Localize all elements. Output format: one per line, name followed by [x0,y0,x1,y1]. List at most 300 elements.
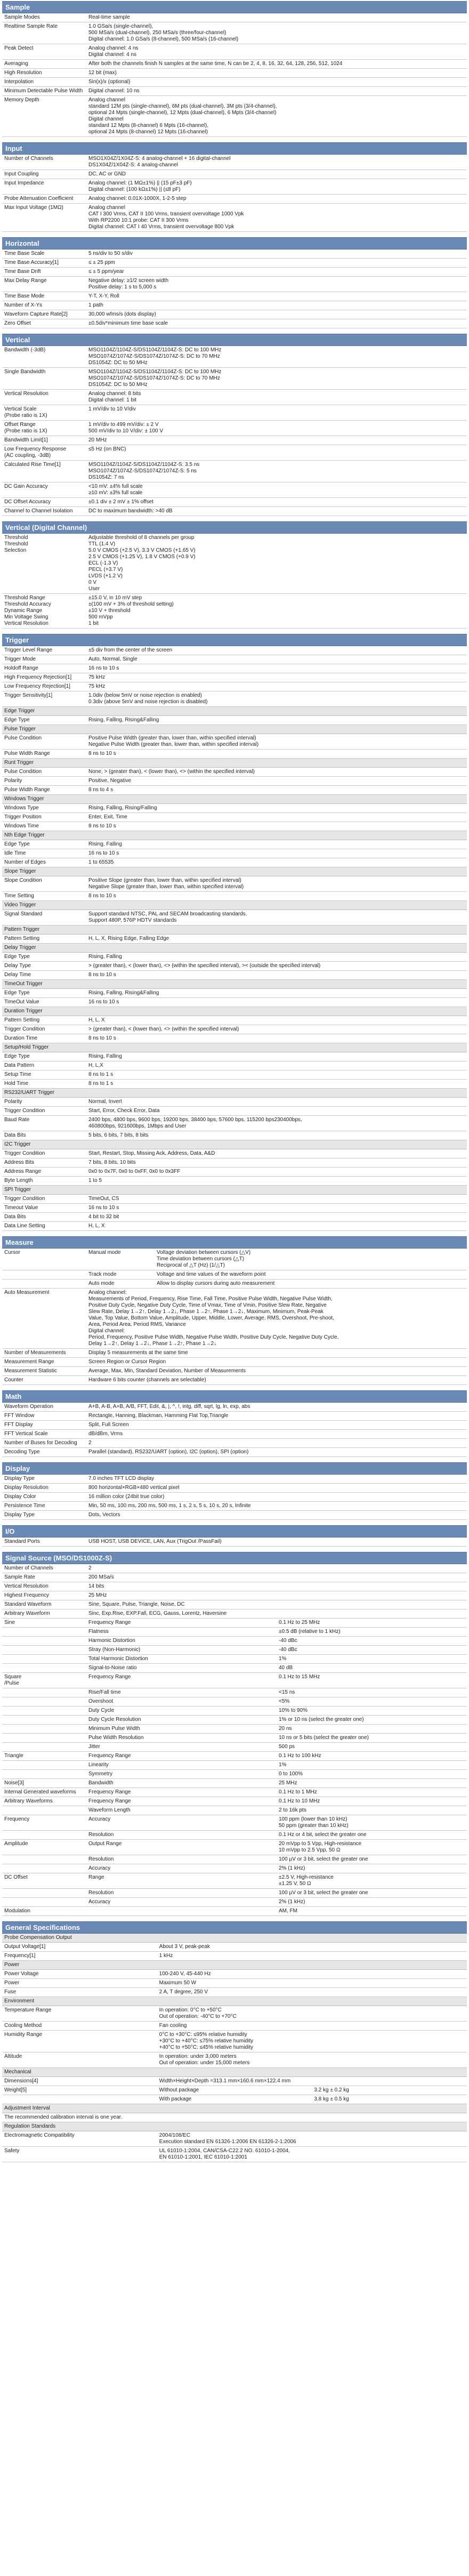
spec-label: Trigger Condition [2,1149,86,1158]
spec-value: 1.0 GSa/s (single-channel), 500 MSa/s (dual-channel), 250 MSa/s (three/four-channel) Digital channel: 1.0 GSa/s (8-channel), 500 MSa/s (16-channel) [86,22,467,44]
spec-label: Signal Standard [2,910,86,925]
spec-value: Rectangle, Hanning, Blackman, Hamming Flat Top,Triangle [86,1412,467,1421]
spec-row [2,1502,467,1511]
spec-value: Display 5 measurements at the same time [86,1349,467,1358]
spec-row [2,292,467,301]
spec-value: 0x0 to 0x7F, 0x0 to 0xFF, 0x0 to 0x3FF [86,1168,467,1177]
spec-row [2,2113,467,2122]
spec-value: ±15.0 V, in 10 mV step ±(100 mV + 3% of threshold setting) ±10 V + threshold 500 mVpp 1 bit [86,594,467,629]
spec-value: -40 dBc [277,1646,467,1655]
spec-label: Number of Buses for Decoding [2,1439,86,1448]
spec-row [2,310,467,319]
spec-value: 7.0 inches TFT LCD display [86,1475,467,1484]
spec-row [2,1840,467,1855]
spec-label: TimeOut Value [2,998,86,1007]
spec-sublabel: Waveform Length [86,1806,277,1815]
section-header-measure: Measure [2,1236,467,1249]
spec-value: Analog channel: 4 ns Digital channel: 4 ns [86,44,467,60]
spec-subheader-label: RS232/UART Trigger [2,1089,467,1098]
spec-row [2,822,467,831]
spec-row [2,1582,467,1591]
spec-table-math [2,1403,467,1457]
spec-label: Edge Type [2,840,86,849]
spec-value: 1 to 65535 [86,858,467,867]
spec-sublabel: Resolution [86,1889,277,1898]
spec-value: After both the channels finish N samples at the same time, N can be 2, 4, 8, 16, 32, 64, 128, 256, 512, 1024 [86,60,467,69]
spec-label: Display Type [2,1511,86,1520]
spec-label: Frequency [2,1815,86,1831]
section-header-trigger: Trigger [2,634,467,646]
spec-row [2,1688,467,1697]
spec-value: 2 to 16k pts [277,1806,467,1815]
spec-row [2,2022,467,2031]
spec-label: Trigger Condition [2,1107,86,1116]
spec-row [2,22,467,44]
spec-value: Sine, Square, Pulse, Triangle, Noise, DC [86,1600,467,1609]
spec-row [2,876,467,892]
spec-label: Polarity [2,777,86,786]
spec-subheader [2,925,467,935]
spec-label: Electromagnetic Compatibility [2,2131,157,2147]
spec-value: 8 ns to 10 s [86,971,467,980]
spec-value: 1 mV/div to 499 mV/div: ± 2 V 500 mV/div to 10 V/div: ± 100 V [86,421,467,436]
spec-label: Trigger Mode [2,655,86,664]
spec-label: Polarity [2,1098,86,1107]
spec-row [2,1168,467,1177]
spec-row [2,368,467,390]
spec-row [2,2006,467,2022]
spec-sublabel: Resolution [86,1831,277,1840]
spec-value: 1% [277,1655,467,1664]
spec-label [2,1725,86,1734]
spec-subheader [2,1007,467,1016]
spec-label [2,1855,86,1864]
spec-label: Minimum Detectable Pulse Width [2,87,86,96]
spec-label: Edge Type [2,953,86,962]
spec-sublabel: Pulse Width Resolution [86,1734,277,1743]
spec-value: UL 61010-1:2004, CAN/CSA-C22.2 NO. 61010-1-2004, EN 61010-1:2001, IEC 61010-1:2001 [157,2147,467,2162]
spec-value: MSO1X04Z/1X04Z-S: 4 analog-channel + 16 digital-channel DS1X04Z/1X04Z-S: 4 analog-channel [86,155,467,170]
spec-row [2,1907,467,1916]
spec-value: Digital channel: 10 ns [86,87,467,96]
spec-row [2,1025,467,1034]
spec-row [2,96,467,137]
spec-value: Start, Restart, Stop, Missing Ack, Address, Data, A&D [86,1149,467,1158]
spec-row [2,989,467,998]
spec-row [2,390,467,405]
spec-subheader [2,2104,467,2113]
spec-row [2,1052,467,1061]
spec-row [2,1537,467,1547]
spec-sublabel: Without package [157,2086,312,2095]
spec-label [2,1270,86,1279]
spec-row [2,507,467,516]
spec-value: 12 bit (max) [86,69,467,78]
spec-value: Support standard NTSC, PAL and SECAM broadcasting standards. Support 480P, 576P HDTV standards [86,910,467,925]
spec-label: Counter [2,1376,86,1385]
spec-row [2,1358,467,1367]
spec-subheader-label: Windows Trigger [2,795,467,804]
spec-value: Average, Max, Min, Standard Deviation, Number of Measurements [86,1367,467,1376]
spec-sublabel: Stray (Non-Harmonic) [86,1646,277,1655]
spec-value: None, > (greater than), < (lower than), <> (within the specified interval) [86,768,467,777]
spec-sublabel: Frequency Range [86,1797,277,1806]
spec-value: <10 mV: ±4% full scale ≥10 mV: ±3% full scale [86,482,467,498]
spec-subheader-label: TimeOut Trigger [2,980,467,989]
spec-sublabel: Total Harmonic Distortion [86,1655,277,1664]
spec-subheader-label: Delay Trigger [2,944,467,953]
spec-value: 5 bits, 6 bits, 7 bits, 8 bits [86,1131,467,1140]
spec-row [2,1655,467,1664]
spec-value: 14 bits [86,1582,467,1591]
spec-label: Sine [2,1619,86,1628]
spec-subheader-label: Video Trigger [2,901,467,910]
spec-label: Modulation [2,1907,86,1916]
spec-value: Analog channel: Measurements of Period, Frequency, Rise Time, Fall Time, Positive Pulse Width, Negative Pulse Width, Positive Duty Cycle, Negative Duty Cycle, Time of Vmax, Time of Vmin, Positive Slew Rate, Negative Slew Rate, Delay 1→2↑, Delay 1→2↓, Phase 1→2↑, Phase 1→2↓, Maximum, Minimum, Peak-Peak Value, Top Value, Bottom Value, Amplitude, Upper, Middle, Lower, Average, RMS, Overshoot, Pre-shoot, Area, Period Area, Period RMS, Variance Digital channel: Period, Frequency, Positive Pulse Width, Negative Pulse Width, Positive Duty Cycle, Negative Duty Cycle, Delay 1→2↑, Delay 1→2↓, Phase 1→2↑, Phase 1→2↓ [86,1289,467,1349]
spec-sublabel [86,1907,277,1916]
spec-subheader-label: Slope Trigger [2,867,467,876]
spec-row [2,1403,467,1412]
spec-subheader [2,1089,467,1098]
spec-sublabel: Flatness [86,1628,277,1637]
spec-subheader-label: Pulse Trigger [2,725,467,734]
spec-row [2,1107,467,1116]
spec-row [2,1131,467,1140]
spec-subheader [2,901,467,910]
spec-row [2,170,467,179]
spec-value: 8 ns to 10 s [86,822,467,831]
spec-row [2,2147,467,2162]
spec-label: Cursor [2,1249,86,1270]
spec-label: Setup Time [2,1070,86,1080]
spec-subheader [2,795,467,804]
spec-row [2,1061,467,1070]
spec-label: Triangle [2,1752,86,1761]
spec-row [2,1098,467,1107]
spec-value: 40 dB [277,1664,467,1673]
spec-value: In operation: 0°C to +50°C Out of operation: -40°C to +70°C [157,2006,467,2022]
spec-label: Channel to Channel Isolation [2,507,86,516]
spec-label: Offset Range (Probe ratio is 1X) [2,421,86,436]
spec-value: Start, Error, Check Error, Data [86,1107,467,1116]
spec-row [2,1591,467,1600]
spec-sublabel: Accuracy [86,1898,277,1907]
spec-label: Arbitrary Waveform [2,1609,86,1619]
spec-sublabel: Frequency Range [86,1619,277,1628]
spec-sublabel: Accuracy [86,1864,277,1873]
spec-label: Windows Type [2,804,86,813]
spec-row [2,786,467,795]
spec-value: 16 ns to 10 s [86,849,467,858]
spec-label: Humidity Range [2,2031,157,2052]
spec-value: ≤ ± 5 ppm/year [86,268,467,277]
spec-sublabel: With package [157,2095,312,2104]
spec-value: 2 A, T degree, 250 V [157,1988,467,1997]
spec-value: Analog channel: 8 bits Digital channel: 1 bit [86,390,467,405]
spec-label: Arbitrary Waveforms [2,1797,86,1806]
spec-value: Enter, Exit, Time [86,813,467,822]
spec-label [2,2095,157,2104]
spec-value: 8 ns to 10 s [86,750,467,759]
spec-value: 0 to 100% [277,1770,467,1779]
spec-label: Waveform Capture Rate[2] [2,310,86,319]
spec-label: Memory Depth [2,96,86,137]
spec-label: Duration Time [2,1034,86,1043]
spec-label: Single Bandwidth [2,368,86,390]
spec-label: Number of Channels [2,155,86,170]
spec-value: MSO1104Z/1104Z-S/DS1104Z/1104Z-S: DC to 100 MHz MSO1074Z/1074Z-S/DS1074Z/1074Z-S: DC to 70 MHz DS1054Z: DC to 50 MHz [86,368,467,390]
spec-row [2,498,467,507]
spec-row [2,1213,467,1222]
spec-row [2,268,467,277]
spec-row [2,1628,467,1637]
spec-label: Windows Time [2,822,86,831]
spec-label [2,1831,86,1840]
spec-label: Baud Rate [2,1116,86,1131]
spec-table-sample [2,13,467,137]
spec-label: Cooling Method [2,2022,157,2031]
spec-subheader-label: Regulation Standards [2,2122,467,2131]
spec-value: 1% [277,1761,467,1770]
spec-label: Number of X-Ys [2,301,86,310]
spec-value: 8 ns to 1 s [86,1080,467,1089]
spec-value: 8 ns to 1 s [86,1070,467,1080]
spec-value: Screen Region or Cursor Region [86,1358,467,1367]
spec-row [2,1770,467,1779]
spec-subheader [2,867,467,876]
spec-value: Sin(x)/x (optional) [86,78,467,87]
spec-label: Sample Modes [2,13,86,22]
spec-label: Time Base Mode [2,292,86,301]
spec-label: FFT Vertical Scale [2,1430,86,1439]
spec-value: Adjustable threshold of 8 channels per group TTL (1.4 V) 5.0 V CMOS (+2.5 V), 3.3 V CMOS (+1.65 V) 2.5 V CMOS (+1.25 V), 1.8 V CMOS (+0.9 V) ECL (-1.3 V) PECL (+3.7 V) LVDS (+1.2 V) 0 V User [86,534,467,594]
spec-label: Dimensions[4] [2,2077,157,2086]
spec-row [2,2052,467,2068]
spec-row [2,1448,467,1457]
spec-row [2,682,467,691]
spec-value: 100-240 V, 45-440 Hz [157,1970,467,1979]
spec-row [2,445,467,461]
spec-row [2,1412,467,1421]
spec-value: 1 path [86,301,467,310]
spec-label: Weight[5] [2,2086,157,2095]
spec-value: H, L, X [86,1222,467,1231]
spec-value: Analog channel: (1 MΩ±1%) || (15 pF±3 pF) Digital channel: (100 kΩ±1%) || (≤8 pF) [86,179,467,195]
spec-subheader [2,1043,467,1052]
spec-value: In operation: under 3,000 meters Out of operation: under 15,000 meters [157,2052,467,2068]
spec-row [2,646,467,655]
spec-row [2,87,467,96]
spec-label: Power Voltage [2,1970,157,1979]
spec-label: Number of Measurements [2,1349,86,1358]
spec-row [2,1484,467,1493]
spec-label: Amplitude [2,1840,86,1855]
spec-row [2,436,467,445]
spec-label [2,1716,86,1725]
spec-label: Vertical Scale (Probe ratio is 1X) [2,405,86,421]
spec-row [2,1979,467,1988]
spec-value: ±0.5 dB (relative to 1 kHz) [277,1628,467,1637]
spec-value: 2 [86,1564,467,1573]
spec-sublabel: Symmetry [86,1770,277,1779]
spec-table-vertical [2,346,467,516]
spec-value: Maximum 50 W [157,1979,467,1988]
spec-value: 0.1 Hz to 10 MHz [277,1797,467,1806]
spec-sublabel: Range [86,1873,277,1889]
spec-value: Y-T, X-Y, Roll [86,292,467,301]
spec-row [2,750,467,759]
spec-label [2,1734,86,1743]
spec-label: Max Delay Range [2,277,86,292]
spec-value: 1 mV/div to 10 V/div [86,405,467,421]
spec-subheader-label: Nth Edge Trigger [2,831,467,840]
spec-sublabel: Rise/Fall time [86,1688,277,1697]
spec-label: Low Frequency Rejection[1] [2,682,86,691]
spec-label: Vertical Resolution [2,1582,86,1591]
spec-value: MSO1104Z/1104Z-S/DS1104Z/1104Z-S: 3.5 ns MSO1074Z/1074Z-S/DS1074Z/1074Z-S: 5 ns DS1054Z: 7 ns [86,461,467,482]
spec-sublabel: Frequency Range [86,1788,277,1797]
spec-subheader [2,980,467,989]
spec-row [2,1421,467,1430]
spec-row [2,1439,467,1448]
spec-sublabel: Minimum Pulse Width [86,1725,277,1734]
spec-sublabel: Auto mode [86,1279,155,1289]
spec-row [2,840,467,849]
spec-row [2,1222,467,1231]
spec-label: Threshold Threshold Selection [2,534,86,594]
spec-row [2,1988,467,1997]
spec-value: A+B, A-B, A×B, A/B, FFT, Edit, &, |, ^, !, intg, diff, sqrt, lg, ln, exp, abs [86,1403,467,1412]
spec-row [2,1609,467,1619]
spec-label: Idle Time [2,849,86,858]
spec-row [2,691,467,707]
spec-label: Data Line Setting [2,1222,86,1231]
spec-label [2,1706,86,1716]
spec-value: 20 ns [277,1725,467,1734]
spec-row [2,249,467,259]
spec-value: 10% to 90% [277,1706,467,1716]
spec-value: 800 horizontal×RGB×480 vertical pixel [86,1484,467,1493]
spec-sublabel: Overshoot [86,1697,277,1706]
spec-row [2,1706,467,1716]
spec-label: Trigger Position [2,813,86,822]
spec-label: DC Offset [2,1873,86,1889]
spec-value: Min, 50 ms, 100 ms, 200 ms, 500 ms, 1 s, 2 s, 5 s, 10 s, 20 s, Infinite [86,1502,467,1511]
spec-row [2,734,467,750]
spec-label [2,1770,86,1779]
spec-subheader-label: Runt Trigger [2,759,467,768]
spec-row [2,1697,467,1706]
spec-value: 30,000 wfms/s (dots display) [86,310,467,319]
spec-row [2,2086,467,2095]
spec-row [2,971,467,980]
spec-label: Max Input Voltage (1MΩ) [2,204,86,232]
spec-value: 2004/108/EC Execution standard EN 61326-1:2006 EN 61326-2-1:2006 [157,2131,467,2147]
spec-row [2,1430,467,1439]
spec-label: Frequency[1] [2,1952,157,1961]
spec-label: Safety [2,2147,157,2162]
spec-subheader-label: Probe Compensation Output [2,1934,467,1943]
spec-label [2,1637,86,1646]
spec-row [2,1016,467,1025]
spec-value: 100 ppm (lower than 10 kHz) 50 ppm (greater than 10 kHz) [277,1815,467,1831]
spec-value: 7 bits, 8 bits, 10 bits [86,1158,467,1168]
spec-table-display [2,1475,467,1520]
spec-row [2,1646,467,1655]
spec-row [2,1743,467,1752]
spec-value: Sinc, Exp.Rise, EXP.Fall, ECG, Gauss, Lorentz, Haversine [86,1609,467,1619]
spec-label: Edge Type [2,989,86,998]
spec-label: Threshold Range Threshold Accuracy Dynamic Range Min Voltage Swing Vertical Resolution [2,594,86,629]
spec-label: Probe Attenuation Coefficient [2,195,86,204]
spec-value: ±0.5div*minimum time base scale [86,319,467,328]
spec-value: H, L, X [86,1016,467,1025]
spec-value: 100 µV or 3 bit, select the greater one [277,1855,467,1864]
spec-value: 75 kHz [86,682,467,691]
spec-row [2,1177,467,1186]
spec-value: Positive Pulse Width (greater than, lower than, within specified interval) Negative Pulse Width (greater than, lower than, within specified interval) [86,734,467,750]
spec-value: 75 kHz [86,673,467,682]
spec-row [2,1270,467,1279]
spec-row [2,1864,467,1873]
spec-row [2,2095,467,2104]
spec-value: 25 MHz [86,1591,467,1600]
spec-value: TimeOut, CS [86,1195,467,1204]
spec-subheader [2,759,467,768]
spec-row [2,1855,467,1864]
spec-row [2,716,467,725]
spec-label [2,1889,86,1898]
spec-value: -40 dBc [277,1637,467,1646]
spec-label: Trigger Level Range [2,646,86,655]
spec-label: Pulse Width Range [2,750,86,759]
spec-row [2,259,467,268]
spec-value: 1% or 10 ns (select the greater one) [277,1716,467,1725]
spec-label: Time Base Drift [2,268,86,277]
spec-row [2,953,467,962]
spec-row [2,1673,467,1688]
spec-value: 8 ns to 10 s [86,1034,467,1043]
spec-label: Time Base Scale [2,249,86,259]
spec-value: 3.2 kg ± 0.2 kg [312,2086,467,2095]
spec-row [2,1204,467,1213]
spec-label [2,1628,86,1637]
spec-label: Hold Time [2,1080,86,1089]
spec-label: Measurement Statistic [2,1367,86,1376]
spec-label: Address Bits [2,1158,86,1168]
spec-value: Rising, Falling [86,840,467,849]
section-header-vertical-digital: Vertical (Digital Channel) [2,521,467,534]
spec-row [2,44,467,60]
spec-value: Real-time sample [86,13,467,22]
spec-value: 8 ns to 4 s [86,786,467,795]
spec-row [2,60,467,69]
spec-row [2,1195,467,1204]
spec-row [2,1831,467,1840]
spec-row [2,1475,467,1484]
spec-sublabel: Manual mode [86,1249,155,1270]
spec-row [2,534,467,594]
spec-row [2,1779,467,1788]
spec-value: Voltage deviation between cursors (△V) Time deviation between cursors (△T) Reciprocal of △T (Hz) (1/△T) [155,1249,467,1270]
spec-label: Persistence Time [2,1502,86,1511]
section-header-general: General Specifications [2,1921,467,1934]
section-header-input: Input [2,142,467,155]
spec-sublabel: Linearity [86,1761,277,1770]
section-header-vertical: Vertical [2,334,467,346]
spec-row [2,1493,467,1502]
spec-row [2,1034,467,1043]
